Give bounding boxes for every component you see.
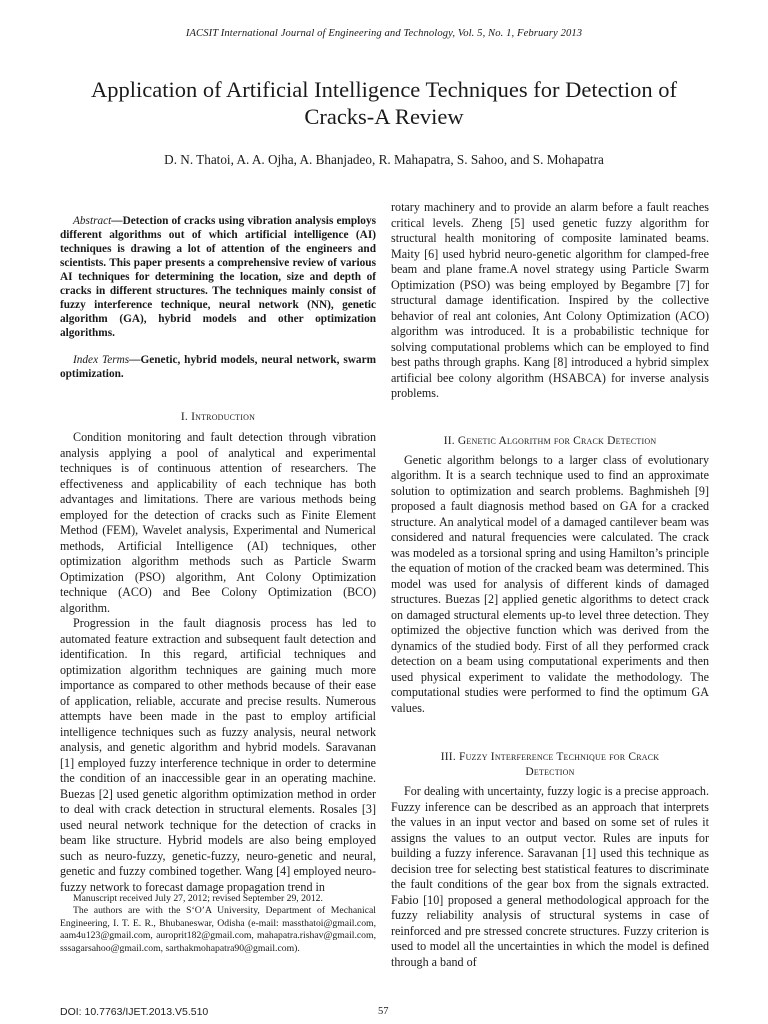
footnote-received: Manuscript received July 27, 2012; revised September 29, 2012. — [73, 893, 323, 904]
section-heading-introduction — [60, 410, 376, 425]
section-number: II. — [443, 434, 455, 447]
intro-paragraph-2: Progression in the fault diagnosis process has led to automated feature extraction and subsequent fault detection and identification. In this regard, artificial techniques and optimization algorithm techniques are gaining much more importance as compared to other methods because of their ease of application, reliable, accurate and precise results. Numerous attempts have been made in the past to employ artificial intelligence techniques such as fuzzy analysis, neural network analysis, and genetic algorithm and hybrid models. Saravanan [1] employed fuzzy interference technique in order to determine the condition of an inaccessible gear in an operating machine. Buezas [2] used genetic algorithm optimization method in order to deal with crack detection in structural elements. Rosales [3] used neural network technique for the detection of cracks in beam like structure. Hybrid models are also being employed such as neuro-fuzzy, genetic-fuzzy, neuro-genetic and neural, genetic and fuzzy combined together. Wang [4] employed neuro-fuzzy network to forecast damage propagation trend in — [60, 616, 376, 894]
footnote-affiliation: The authors are with the S‘O’A University, Department of Mechanical Engineering, I. T. E. R., Bhubaneswar, Odisha (e-mail: massthatoi@gmail.com, aam4u123@gmail.com, auroprit182@gmail.com, mahapatra.rishav@gmail.com, sssagarsahoo@gmail.com, sarthakmohapatra90@gmail.com). — [60, 905, 377, 954]
section-title-line-2: Detection — [525, 766, 575, 778]
page-number: 57 — [378, 1006, 389, 1017]
abstract-label: Abstract — [73, 215, 112, 227]
abstract — [60, 214, 376, 340]
section-title: Introduction — [191, 411, 256, 423]
section-title-line-1: Fuzzy Interference Technique for Crack — [458, 751, 660, 763]
intro-paragraph-2-continued: rotary machinery and to provide an alarm before a fault reaches critical levels. Zheng [5] used genetic fuzzy algorithm for structural health monitoring of composite laminated beams. Maity [6] used hybrid neuro-genetic algorithm for clamped-free beam and plane frame.A novel strategy using Particle Swarm Optimization (PSO) was being employed by Begambre [7] for structural damage identification. Inspired by the collective behavior of real ant colonies, Ant Colony Optimization (ACO) algorithm was introduced. It is a probabilistic technique for solving computational problems which can be employed to find best paths through graphs. Kang [8] introduced a hybrid simplex artificial bee colony algorithm (HSABCA) for inverse analysis problems. — [391, 200, 709, 400]
section-title: Genetic Algorithm for Crack Detection — [457, 434, 657, 447]
section-heading-fuzzy-interference — [391, 750, 709, 780]
footnote — [60, 893, 376, 955]
index-terms-label: Index Terms — [73, 354, 130, 366]
section-number: I. — [180, 411, 188, 423]
intro-paragraph-1: Condition monitoring and fault detection through vibration analysis applying a pool of analytical and experimental techniques is of continuous attention of researchers. The effectiveness and applicability of each technique has both advantages and limitations. There are various methods being employed for the detection of cracks such as Finite Element Method (FEM), Wavelet analysis, Experimental and Numerical methods, Artificial Intelligence (AI) techniques, other optimization algorithm methods such as Particle Swarm Optimization (PSO) algorithm, Ant Colony Optimization technique (ACO) and Bee Colony Optimization (BCO) algorithm. — [60, 430, 376, 615]
doi-footer: DOI: 10.7763/IJET.2013.V5.510 — [60, 1006, 209, 1018]
paper-title: Application of Artificial Intelligence Techniques for Detection of Cracks-A Review — [91, 77, 677, 129]
fuzzy-paragraph-1: For dealing with uncertainty, fuzzy logic is a precise approach. Fuzzy inference can be described as an approach that interprets the values in an input vector and based on some set of rules it assigns the values to an output vector. Rules are inputs for building a fuzzy inference. Saravanan [1] used this technique as decision tree for selecting best statistical features to discriminate the fault conditions of the gear box from the signals extracted. Fabio [10] proposed a general methodological approach for the fuzzy reliability analysis of structural systems in case of reinforced and pre stressed concrete structures. Fuzzy criterion is used to model all the uncertainties in which the model is defined through a band of — [391, 784, 709, 969]
journal-header: IACSIT International Journal of Engineering and Technology, Vol. 5, No. 1, February 2013 — [185, 28, 583, 39]
abstract-text: —Detection of cracks using vibration analysis employs different algorithms out of which artificial intelligence (AI) techniques is drawing a lot of attention of the engineers and scientists. This paper presents a comprehensive review of various AI techniques for determining the location, size and depth of cracks in different structures. The techniques mainly consist of fuzzy interference technique, neural network (NN), genetic algorithm (GA), hybrid models and other optimization algorithms. — [60, 215, 376, 339]
left-column — [60, 200, 376, 895]
ga-paragraph-1: Genetic algorithm belongs to a larger class of evolutionary algorithm. It is a search technique used to find an approximate solution to optimization and search problems. Baghmisheh [9] proposed a fault diagnosis method based on GA for a cracked structure. An analytical model of a damaged cantilever beam was considered and natural frequencies were calculated. The crack was modeled as a torsional spring and using Hamilton’s principle the equation of motion of the cracked beam was determined. This model was used for analysis of different kinds of damaged structures. Buezas [2] applied genetic algorithms to detect crack on damaged structural elements up-to level three detection. They optimized the objective function which was derived from the dynamics of the studied body. First of all they performed crack detection on a beam using computational experiments and then used physical experiment to validate the methodology. The computational studies were performed to find the optimum GA values. — [391, 452, 709, 715]
footnote-emails: massthatoi@gmail.com, aam4u123@gmail.com, auroprit182@gmail.com, mahapatra.rishav@gmail.com, sssagarsahoo@gmail.com, sarthakmohapatra90@gmail.com). — [60, 917, 377, 954]
section-heading-genetic-algorithm — [391, 434, 709, 449]
right-column — [391, 200, 709, 970]
index-terms — [60, 353, 376, 381]
index-terms-text: —Genetic, hybrid models, neural network, swarm optimization. — [60, 354, 376, 380]
author-list: D. N. Thatoi, A. A. Ojha, A. Bhanjadeo, R. Mahapatra, S. Sahoo, and S. Mohapatra — [164, 152, 604, 167]
section-number: III. — [440, 751, 456, 763]
